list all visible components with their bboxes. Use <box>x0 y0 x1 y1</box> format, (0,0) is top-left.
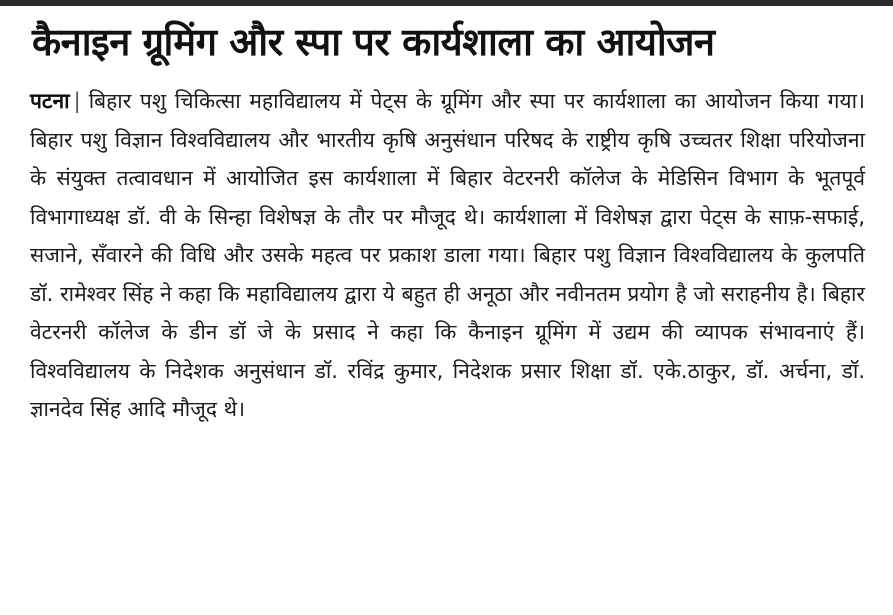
article-headline: कैनाइन ग्रूमिंग और स्पा पर कार्यशाला का आयोजन <box>32 20 715 64</box>
top-rule <box>0 0 893 6</box>
article-body <box>30 82 865 429</box>
article-body-text: बिहार पशु चिकित्सा महाविद्यालय में पेट्स के ग्रूमिंग और स्पा पर कार्यशाला का आयोजन किया गया। बिहार पशु विज्ञान विश्वविद्यालय और भारतीय कृषि अनुसंधान परिषद के राष्ट्रीय कृषि उच्चतर शिक्षा परियोजना के संयुक्त तत्वावधान में आयोजित इस कार्यशाला में बिहार वेटरनरी कॉलेज के मेडिसिन विभाग के भूतपूर्व विभागाध्यक्ष डॉ. वी के सिन्हा विशेषज्ञ के तौर पर मौजूद थे। कार्यशाला में विशेषज्ञ द्वारा पेट्स के साफ़-सफाई, सजाने, सँवारने की विधि और उसके महत्व पर प्रकाश डाला गया। बिहार पशु विज्ञान विश्वविद्यालय के कुलपति डॉ. रामेश्वर सिंह ने कहा कि महाविद्यालय द्वारा ये बहुत ही अनूठा और नवीनतम प्रयोग है जो सराहनीय है। बिहार वेटरनरी कॉलेज के डीन डॉ जे के प्रसाद ने कहा कि कैनाइन ग्रूमिंग में उद्यम की व्यापक संभावनाएं हैं। विश्वविद्यालय के निदेशक अनुसंधान डॉ. रविंद्र कुमार, निदेशक प्रसार शिक्षा डॉ. एके.ठाकुर, डॉ. अर्चना, डॉ. ज्ञानदेव सिंह आदि मौजूद थे। <box>30 89 865 421</box>
article-dateline: पटना <box>30 89 70 113</box>
news-article <box>30 14 865 429</box>
dateline-separator: | <box>73 89 81 113</box>
